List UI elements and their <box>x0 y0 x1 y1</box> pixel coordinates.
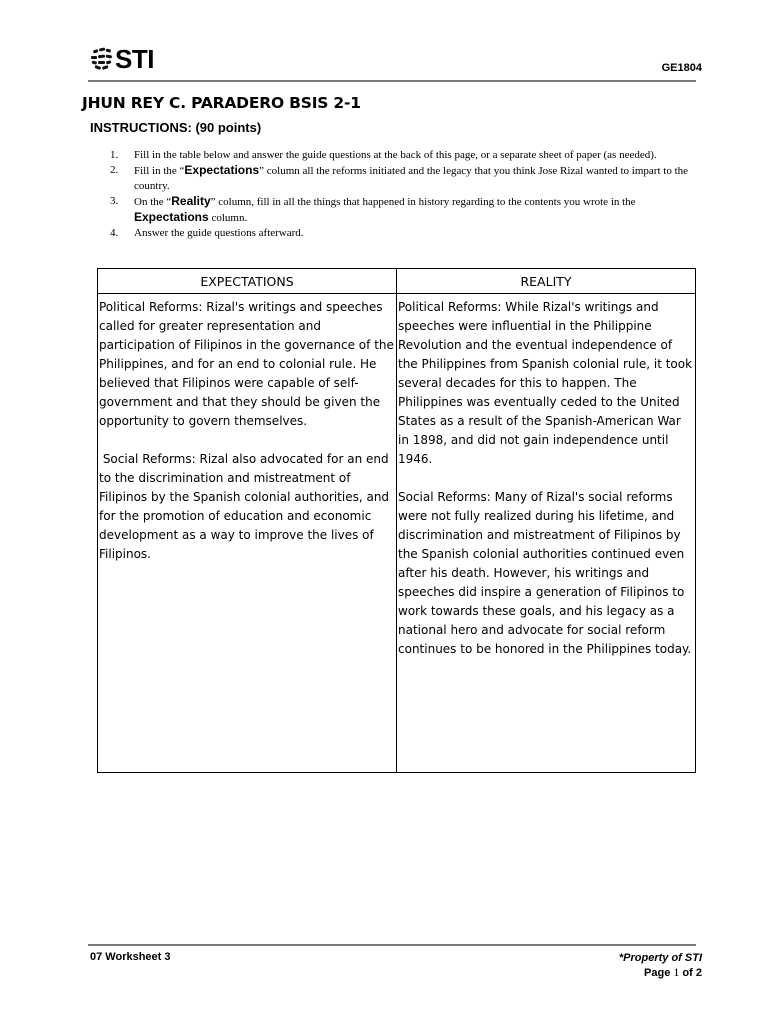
student-name-section: JHUN REY C. PARADERO BSIS 2-1 <box>82 94 361 112</box>
column-header-reality: REALITY <box>397 269 696 294</box>
footer-divider <box>88 944 696 946</box>
sti-globe-icon <box>90 46 114 72</box>
logo-text: STI <box>115 44 154 74</box>
instruction-text: ” column, fill in all the things that happened in history regarding to the contents you wrote in the <box>210 196 636 208</box>
instruction-text: Answer the guide questions afterward. <box>134 227 304 239</box>
instruction-text: column. <box>208 212 248 224</box>
instruction-text: ” column all the reforms initiated and the legacy that you think Jose Rizal wanted to impart to the country. <box>134 165 689 192</box>
document-code: GE1804 <box>661 62 702 74</box>
instructions-heading: INSTRUCTIONS: (90 points) <box>90 120 262 135</box>
reality-political-reforms: Political Reforms: While Rizal's writings and speeches were influential in the Philippine Revolution and the eventual independence of the Philippines from Spanish colonial rule, it took several decades for this to happen. The Philippines was eventually ceded to the United States as a result of the Spanish-American War in 1898, and did not gain independence until 1946. <box>398 300 693 466</box>
worksheet-label: 07 Worksheet 3 <box>90 951 171 963</box>
expectation-political-reforms: Political Reforms: Rizal's writings and speeches called for greater representation and participation of Filipinos in the governance of the Philippines, and for an end to colonial rule. He believed that Filipinos were capable of self-government and that they should be given the opportunity to govern themselves. <box>99 300 394 428</box>
instruction-number: 2. <box>110 164 119 176</box>
sti-logo <box>90 46 154 72</box>
header-divider <box>88 80 696 82</box>
reality-cell[interactable] <box>397 294 696 773</box>
instruction-text: On the “ <box>134 196 172 208</box>
instruction-item <box>110 226 692 241</box>
column-header-expectations: EXPECTATIONS <box>98 269 397 294</box>
reality-social-reforms: Social Reforms: Many of Rizal's social reforms were not fully realized during his lifetime, and discrimination and mistreatment of Filipinos by the Spanish colonial authorities continued even after his death. However, his writings and speeches did inspire a generation of Filipinos to work towards these goals, and his legacy as a national hero and advocate for social reform continues to be honored in the Philippines today. <box>398 490 692 656</box>
page-suffix: of 2 <box>679 967 702 979</box>
expectations-reality-table <box>97 268 696 773</box>
instruction-item <box>110 148 692 163</box>
instruction-keyword: Expectations <box>184 163 260 177</box>
instruction-number: 4. <box>110 227 119 239</box>
property-notice: *Property of STI <box>618 952 702 964</box>
page-current: 1 <box>673 965 680 979</box>
expectation-social-reforms: Social Reforms: Rizal also advocated for an end to the discrimination and mistreatment of Filipinos by the Spanish colonial authorities, and for the promotion of education and economic development as a way to improve the lives of Filipinos. <box>99 452 390 561</box>
instruction-number: 1. <box>110 149 119 161</box>
instruction-item <box>110 194 692 226</box>
instruction-keyword: Reality <box>171 194 211 208</box>
instructions-list <box>110 148 692 241</box>
page-prefix: Page <box>644 967 674 979</box>
footer-info <box>619 951 702 980</box>
instruction-item <box>110 163 692 194</box>
page-number <box>619 965 702 980</box>
instruction-text: Fill in the “ <box>134 165 185 177</box>
instruction-text: Fill in the table below and answer the guide questions at the back of this page, or a separate sheet of paper (as needed). <box>134 149 657 161</box>
expectations-cell[interactable] <box>98 294 397 773</box>
instruction-number: 3. <box>110 195 119 207</box>
instruction-keyword: Expectations <box>134 210 209 224</box>
